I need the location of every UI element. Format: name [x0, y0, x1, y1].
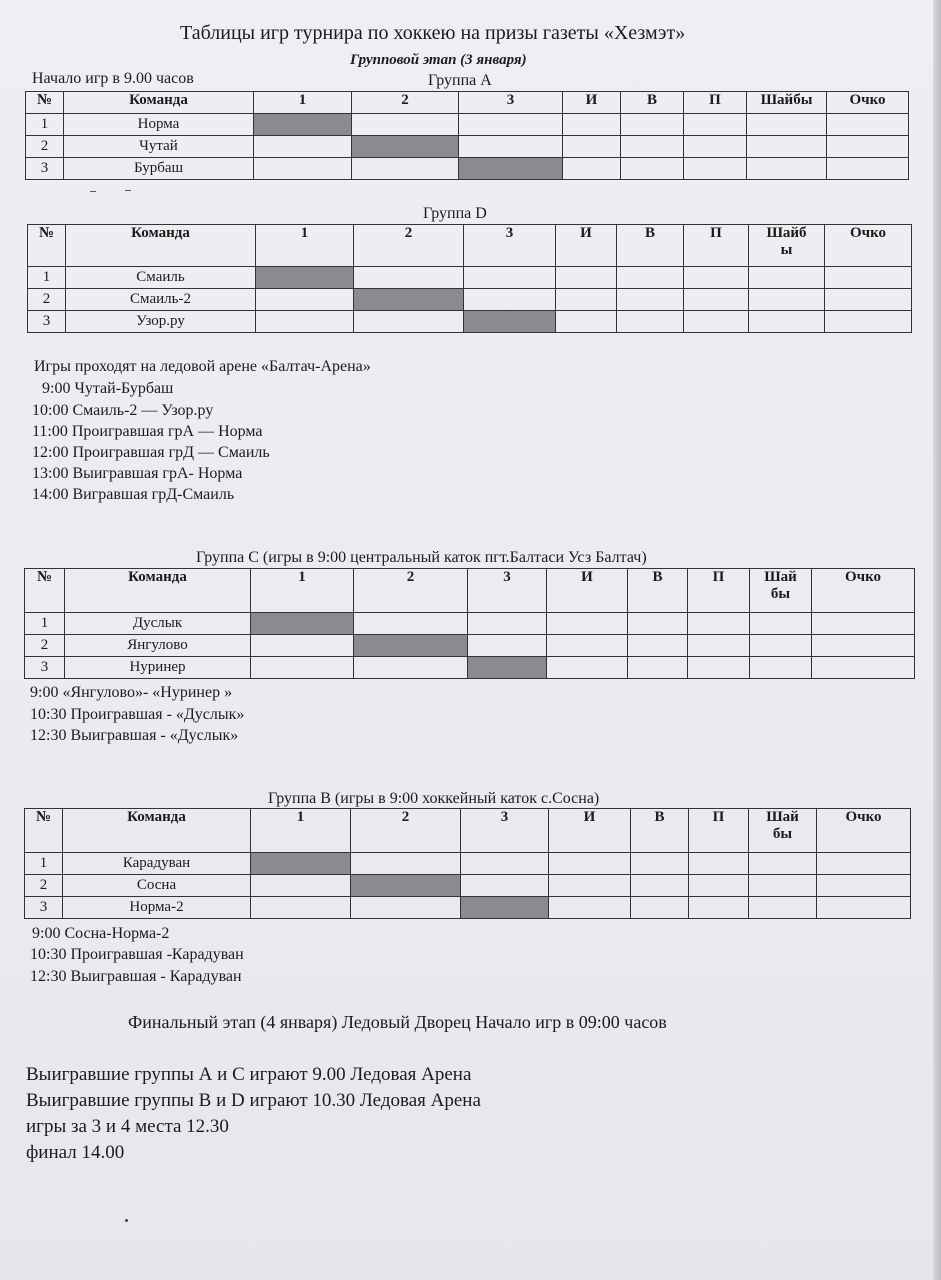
col-wins: В [628, 569, 688, 613]
col-points: Очко [825, 225, 912, 267]
stat-cell [747, 158, 827, 180]
col-team: Команда [65, 569, 251, 613]
stat-cell [688, 635, 750, 657]
table-row [26, 136, 909, 158]
schedule-line: 14:00 Вигравшая грД-Смаиль [32, 486, 235, 503]
stat-cell [825, 267, 912, 289]
team-name: Норма-2 [63, 897, 251, 919]
stage-subtitle: Групповой этап (3 января) [350, 52, 527, 68]
schedule-line: 10:30 Проигравшая - «Дуслык» [30, 706, 245, 723]
score-cell [354, 613, 468, 635]
group-c-title: Группа С (игры в 9:00 центральный каток пгт.Балтаси Усз Балтач) [196, 549, 647, 566]
stat-cell [549, 875, 631, 897]
group-a-title: Группа А [428, 72, 492, 89]
stat-cell [749, 311, 825, 333]
score-cell [464, 267, 556, 289]
col-pucks-part2: ы [780, 242, 793, 258]
stat-cell [556, 289, 617, 311]
stat-cell [563, 158, 621, 180]
stat-cell [563, 136, 621, 158]
blocked-cell [256, 267, 354, 289]
col-game-3: 3 [468, 569, 547, 613]
table-row [25, 635, 915, 657]
col-game-3: 3 [459, 92, 563, 114]
row-number: 3 [28, 311, 66, 333]
schedule-line: 10:30 Проигравшая -Карадуван [30, 946, 244, 963]
col-wins: В [617, 225, 684, 267]
blocked-cell [468, 657, 547, 679]
stat-cell [827, 136, 909, 158]
row-number: 1 [26, 114, 64, 136]
group-b-table [24, 808, 911, 919]
paper-edge [933, 0, 941, 1280]
stat-cell [621, 136, 684, 158]
group-d-table [27, 224, 912, 333]
col-game-2: 2 [351, 809, 461, 853]
score-cell [464, 289, 556, 311]
final-line: Выигравшие группы В и D играют 10.30 Ледовая Арена [26, 1090, 481, 1111]
schedule-line: 13:00 Выигравшая грА- Норма [32, 465, 243, 482]
col-number: № [25, 809, 63, 853]
stat-cell [684, 267, 749, 289]
col-pucks-part1: Шай [766, 809, 799, 825]
table-header-row [26, 92, 909, 114]
stat-cell [749, 853, 817, 875]
stat-cell [549, 897, 631, 919]
col-points: Очко [827, 92, 909, 114]
table-header-row [28, 225, 912, 267]
stat-cell [549, 853, 631, 875]
blocked-cell [459, 158, 563, 180]
stat-cell [688, 613, 750, 635]
blocked-cell [251, 613, 354, 635]
col-pucks-part2: бы [772, 826, 793, 842]
team-name: Узор.ру [66, 311, 256, 333]
final-line: финал 14.00 [26, 1142, 125, 1163]
schedule-line: 11:00 Проигравшая грА — Норма [32, 423, 263, 440]
stat-cell [812, 613, 915, 635]
score-cell [254, 158, 352, 180]
pen-mark [125, 190, 131, 191]
score-cell [461, 875, 549, 897]
col-wins: В [631, 809, 689, 853]
stat-cell [684, 158, 747, 180]
group-c-table [24, 568, 915, 679]
stat-cell [747, 114, 827, 136]
score-cell [251, 875, 351, 897]
col-team: Команда [63, 809, 251, 853]
table-row [26, 114, 909, 136]
stat-cell [684, 114, 747, 136]
col-pucks-part1: Шай [764, 569, 797, 585]
stat-cell [750, 657, 812, 679]
stat-cell [749, 875, 817, 897]
col-played: И [547, 569, 628, 613]
stat-cell [827, 114, 909, 136]
arena-note: Игры проходят на ледовой арене «Балтач-Арена» [34, 358, 371, 375]
score-cell [354, 267, 464, 289]
blocked-cell [464, 311, 556, 333]
col-pucks-part1: Шайб [766, 225, 807, 241]
team-name: Сосна [63, 875, 251, 897]
stat-cell [547, 657, 628, 679]
schedule-line: 10:00 Смаиль-2 — Узор.ру [32, 402, 214, 419]
stat-cell [621, 114, 684, 136]
col-points: Очко [812, 569, 915, 613]
col-number: № [25, 569, 65, 613]
schedule-line: 12:30 Выигравшая - Карадуван [30, 968, 242, 985]
score-cell [256, 311, 354, 333]
stat-cell [556, 267, 617, 289]
schedule-line: 9:00 Сосна-Норма-2 [32, 925, 170, 942]
schedule-line: 12:00 Проигравшая грД — Смаиль [32, 444, 270, 461]
group-b-title: Группа В (игры в 9:00 хоккейный каток с.Сосна) [268, 790, 600, 807]
col-game-1: 1 [251, 809, 351, 853]
score-cell [251, 897, 351, 919]
stat-cell [684, 136, 747, 158]
col-played: И [556, 225, 617, 267]
score-cell [461, 853, 549, 875]
score-cell [256, 289, 354, 311]
table-row [28, 311, 912, 333]
stat-cell [684, 289, 749, 311]
stat-cell [747, 136, 827, 158]
stat-cell [556, 311, 617, 333]
table-row [25, 657, 915, 679]
stat-cell [617, 267, 684, 289]
table-header-row [25, 569, 915, 613]
final-line: игры за 3 и 4 места 12.30 [26, 1116, 229, 1137]
stat-cell [621, 158, 684, 180]
col-team: Команда [64, 92, 254, 114]
col-wins: В [621, 92, 684, 114]
team-name: Смаиль [66, 267, 256, 289]
stat-cell [563, 114, 621, 136]
stat-cell [817, 875, 911, 897]
table-row [25, 875, 911, 897]
col-pucks [749, 225, 825, 267]
stat-cell [749, 289, 825, 311]
document-title: Таблицы игр турнира по хоккею на призы газеты «Хезмэт» [180, 22, 686, 44]
blocked-cell [354, 635, 468, 657]
score-cell [468, 635, 547, 657]
col-pucks: Шайбы [747, 92, 827, 114]
col-team: Команда [66, 225, 256, 267]
stat-cell [631, 853, 689, 875]
row-number: 3 [26, 158, 64, 180]
stat-cell [547, 635, 628, 657]
table-row [25, 613, 915, 635]
final-stage-heading: Финальный этап (4 января) Ледовый Дворец Начало игр в 09:00 часов [128, 1012, 667, 1032]
col-pucks [749, 809, 817, 853]
row-number: 1 [28, 267, 66, 289]
col-points: Очко [817, 809, 911, 853]
row-number: 1 [25, 613, 65, 635]
stat-cell [827, 158, 909, 180]
stat-cell [749, 897, 817, 919]
stat-cell [631, 897, 689, 919]
stat-cell [628, 657, 688, 679]
stat-cell [689, 875, 749, 897]
score-cell [251, 635, 354, 657]
table-row [28, 289, 912, 311]
team-name: Дуслык [65, 613, 251, 635]
col-game-1: 1 [256, 225, 354, 267]
col-losses: П [684, 92, 747, 114]
row-number: 2 [26, 136, 64, 158]
stat-cell [688, 657, 750, 679]
schedule-line: 9:00 «Янгулово»- «Нуринер » [30, 684, 233, 701]
table-row [25, 853, 911, 875]
stat-cell [750, 613, 812, 635]
row-number: 3 [25, 897, 63, 919]
score-cell [352, 114, 459, 136]
team-name: Бурбаш [64, 158, 254, 180]
score-cell [351, 897, 461, 919]
score-cell [468, 613, 547, 635]
stat-cell [825, 289, 912, 311]
team-name: Карадуван [63, 853, 251, 875]
stat-cell [628, 635, 688, 657]
col-game-3: 3 [461, 809, 549, 853]
stat-cell [689, 853, 749, 875]
stat-cell [617, 289, 684, 311]
team-name: Смаиль-2 [66, 289, 256, 311]
stat-cell [689, 897, 749, 919]
team-name: Нуринер [65, 657, 251, 679]
col-pucks [750, 569, 812, 613]
col-game-2: 2 [354, 569, 468, 613]
row-number: 2 [25, 635, 65, 657]
score-cell [354, 657, 468, 679]
blocked-cell [354, 289, 464, 311]
stat-cell [825, 311, 912, 333]
score-cell [351, 853, 461, 875]
pen-mark [90, 191, 96, 192]
stat-cell [547, 613, 628, 635]
start-note: Начало игр в 9.00 часов [32, 70, 194, 87]
row-number: 2 [28, 289, 66, 311]
stat-cell [749, 267, 825, 289]
col-played: И [563, 92, 621, 114]
col-game-2: 2 [354, 225, 464, 267]
stat-cell [817, 853, 911, 875]
schedule-line: 12:30 Выигравшая - «Дуслык» [30, 727, 239, 744]
score-cell [354, 311, 464, 333]
stat-cell [684, 311, 749, 333]
col-played: И [549, 809, 631, 853]
score-cell [352, 158, 459, 180]
col-losses: П [688, 569, 750, 613]
col-losses: П [689, 809, 749, 853]
col-game-1: 1 [251, 569, 354, 613]
stat-cell [631, 875, 689, 897]
stat-cell [750, 635, 812, 657]
score-cell [459, 114, 563, 136]
col-pucks-part2: бы [770, 586, 791, 602]
table-header-row [25, 809, 911, 853]
stat-cell [812, 657, 915, 679]
blocked-cell [251, 853, 351, 875]
final-line: Выигравшие группы А и С играют 9.00 Ледовая Арена [26, 1064, 472, 1085]
blocked-cell [254, 114, 352, 136]
team-name: Норма [64, 114, 254, 136]
col-losses: П [684, 225, 749, 267]
blocked-cell [352, 136, 459, 158]
score-cell [254, 136, 352, 158]
group-a-table [25, 91, 909, 180]
blocked-cell [351, 875, 461, 897]
team-name: Янгулово [65, 635, 251, 657]
stat-cell [617, 311, 684, 333]
schedule-line: 9:00 Чутай-Бурбаш [42, 380, 174, 397]
team-name: Чутай [64, 136, 254, 158]
table-row [26, 158, 909, 180]
blocked-cell [461, 897, 549, 919]
col-number: № [28, 225, 66, 267]
col-game-1: 1 [254, 92, 352, 114]
pen-dot [125, 1219, 128, 1222]
stat-cell [817, 897, 911, 919]
row-number: 1 [25, 853, 63, 875]
row-number: 2 [25, 875, 63, 897]
col-game-3: 3 [464, 225, 556, 267]
stat-cell [628, 613, 688, 635]
table-row [25, 897, 911, 919]
group-d-title: Группа D [423, 205, 487, 222]
score-cell [251, 657, 354, 679]
stat-cell [812, 635, 915, 657]
col-game-2: 2 [352, 92, 459, 114]
row-number: 3 [25, 657, 65, 679]
score-cell [459, 136, 563, 158]
col-number: № [26, 92, 64, 114]
table-row [28, 267, 912, 289]
